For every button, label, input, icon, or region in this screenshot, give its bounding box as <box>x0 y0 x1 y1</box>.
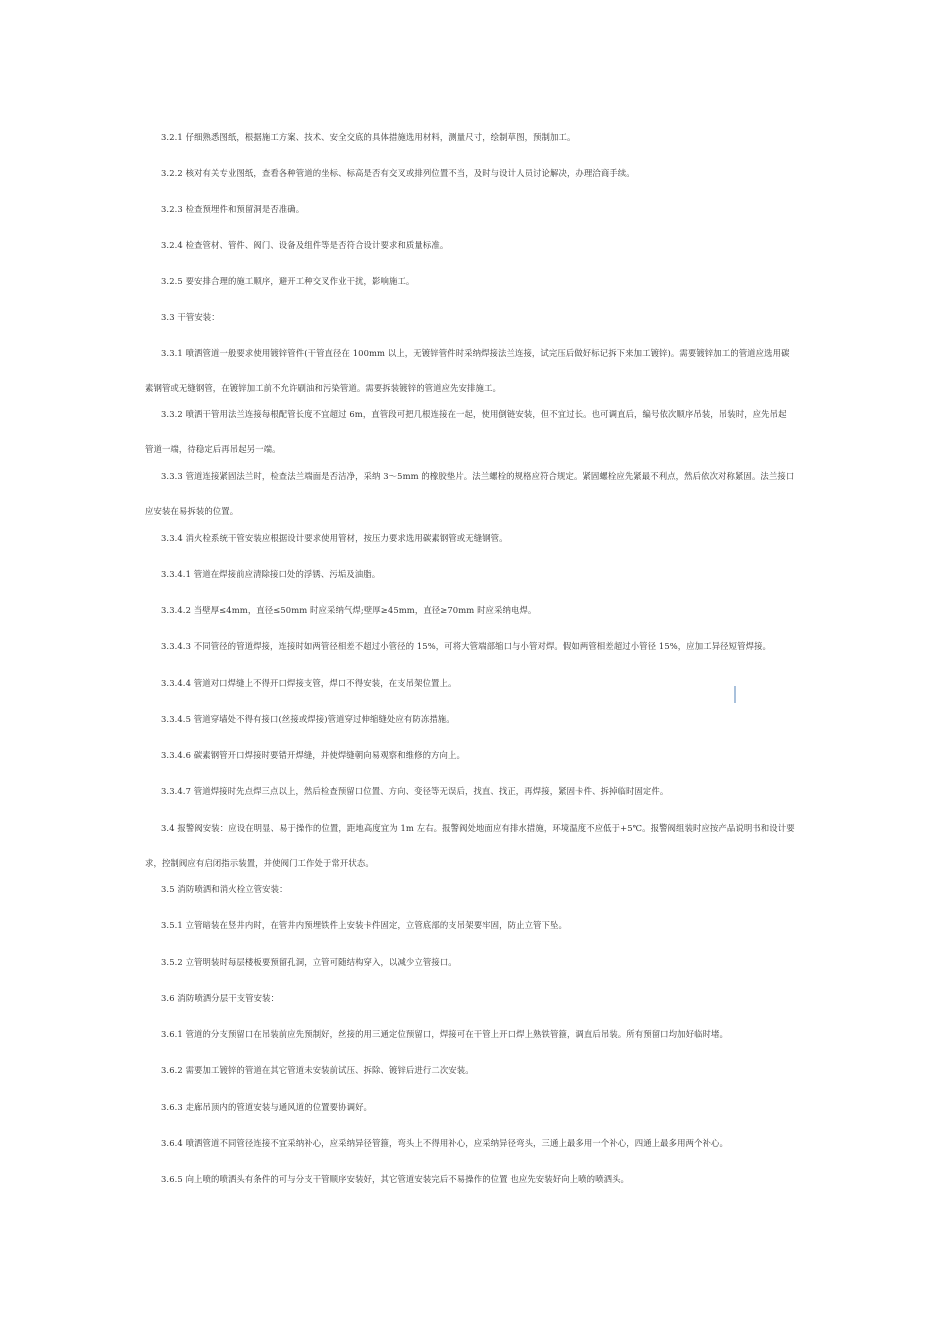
text-line: 3.3.4.4 管道对口焊缝上不得开口焊接支管，焊口不得安装，在支吊架位置上。 <box>161 678 457 688</box>
paragraph-3-4 <box>145 822 810 869</box>
text-line: 3.3.4.1 管道在焊接前应清除接口处的浮锈、污垢及油脂。 <box>161 569 381 579</box>
paragraph-3-3-4-3 <box>145 640 810 652</box>
text-line: 管道一端，待稳定后再吊起另一端。 <box>145 444 281 454</box>
paragraph-3-6-5 <box>145 1173 810 1185</box>
scan-mark <box>734 686 736 703</box>
paragraph-3-3-2 <box>145 408 810 455</box>
text-line: 3.3.4.3 不同管径的管道焊接，连接时如两管径相差不超过小管径的 15%，可将大管端部缩口与小管对焊。假如两管相差超过小管径 15%，应加工异径短管焊接。 <box>161 641 772 651</box>
paragraph-3-3-3 <box>145 470 810 517</box>
text-line: 3.3.3 管道连接紧固法兰时，检查法兰端面是否洁净，采纳 3～5mm 的橡胶垫片。法兰螺栓的规格应符合规定。紧固螺栓应先紧最不利点，然后依次对称紧固。法兰接口 <box>161 471 795 481</box>
text-line: 3.2.3 检查预埋件和预留洞是否准确。 <box>161 204 305 214</box>
paragraph-3-3-4 <box>145 532 810 544</box>
text-line: 3.5.1 立管暗装在竖井内时，在管井内预埋铁件上安装卡件固定，立管底部的支吊架要牢固，防止立管下坠。 <box>161 920 567 930</box>
text-line: 3.3.4.2 当壁厚≤4mm，直径≤50mm 时应采纳气焊;壁厚≥45mm，直径≥70mm 时应采纳电焊。 <box>161 605 537 615</box>
text-line: 3.3.1 喷洒管道一般要求使用镀锌管件(干管直径在 100mm 以上，无镀锌管件时采纳焊接法兰连接，试完压后做好标记拆下来加工镀锌)。需要镀锌加工的管道应选用碳 <box>161 348 790 358</box>
text-line: 3.6.1 管道的分支预留口在吊装前应先预制好，丝接的用三通定位预留口，焊接可在干管上开口焊上熟铁管箍，调直后吊装。所有预留口均加好临时堵。 <box>161 1029 728 1039</box>
text-line: 素钢管或无缝钢管，在镀锌加工前不允许刷油和污染管道。需要拆装镀锌的管道应先安排施工。 <box>145 383 501 393</box>
text-line: 3.6.5 向上喷的喷洒头有条件的可与分支干管顺序安装好，其它管道安装完后不易操作的位置 也应先安装好向上喷的喷洒头。 <box>161 1174 630 1184</box>
paragraph-3-6-3 <box>145 1101 810 1113</box>
paragraph-3-2-1 <box>145 131 810 143</box>
text-line: 3.6.3 走廊吊顶内的管道安装与通风道的位置要协调好。 <box>161 1102 373 1112</box>
text-line: 3.2.5 要安排合理的施工顺序，避开工种交叉作业干扰，影响施工。 <box>161 276 415 286</box>
paragraph-3-3-1 <box>145 347 810 394</box>
paragraph-3-3-4-5 <box>145 713 810 725</box>
text-line: 3.2.1 仔细熟悉图纸，根据施工方案、技术、安全交底的具体措施选用材料，测量尺寸，绘制草图，预制加工。 <box>161 132 576 142</box>
text-line: 3.3.4.7 管道焊接时先点焊三点以上，然后检查预留口位置、方向、变径等无误后，找直、找正，再焊接，紧固卡件、拆掉临时固定件。 <box>161 786 669 796</box>
paragraph-3-2-5 <box>145 275 810 287</box>
text-line: 3.3.4.5 管道穿墙处不得有接口(丝接或焊接)管道穿过伸缩缝处应有防冻措施。 <box>161 714 455 724</box>
paragraph-3-6-2 <box>145 1064 810 1076</box>
paragraph-3-3-4-6 <box>145 749 810 761</box>
heading-3-3 <box>145 311 810 323</box>
paragraph-3-2-3 <box>145 203 810 215</box>
text-line: 3.2.2 核对有关专业图纸，查看各种管道的坐标、标高是否有交叉或排列位置不当，及时与设计人员讨论解决，办理洽商手续。 <box>161 168 635 178</box>
section-heading: 3.5 消防喷洒和消火栓立管安装： <box>161 884 288 894</box>
section-heading: 3.6 消防喷洒分层干支管安装： <box>161 993 280 1003</box>
paragraph-3-6-1 <box>145 1028 810 1040</box>
text-line: 应安装在易拆装的位置。 <box>145 506 239 516</box>
text-line: 求，控制阀应有启闭指示装置，并使阀门工作处于常开状态。 <box>145 858 374 868</box>
paragraph-3-3-4-4 <box>145 677 810 689</box>
paragraph-3-3-4-1 <box>145 568 810 580</box>
paragraph-3-5-2 <box>145 956 810 968</box>
paragraph-3-6-4 <box>145 1137 810 1149</box>
paragraph-3-3-4-2 <box>145 604 810 616</box>
heading-3-5 <box>145 883 810 895</box>
section-heading: 3.3 干管安装： <box>161 312 220 322</box>
paragraph-3-5-1 <box>145 919 810 931</box>
text-line: 3.6.4 喷洒管道不同管径连接不宜采纳补心，应采纳异径管箍，弯头上不得用补心，应采纳异径弯头，三通上最多用一个补心，四通上最多用两个补心。 <box>161 1138 728 1148</box>
text-line: 3.4 报警阀安装：应设在明显、易于操作的位置，距地高度宜为 1m 左右。报警阀处地面应有排水措施，环境温度不应低于+5℃。报警阀组装时应按产品说明书和设计要 <box>161 823 795 833</box>
text-line: 3.2.4 检查管材、管件、阀门、设备及组件等是否符合设计要求和质量标准。 <box>161 240 449 250</box>
text-line: 3.5.2 立管明装时每层楼板要预留孔洞，立管可随结构穿入，以减少立管接口。 <box>161 957 457 967</box>
paragraph-3-2-2 <box>145 167 810 179</box>
paragraph-3-3-4-7 <box>145 785 810 797</box>
text-line: 3.3.4.6 碳素钢管开口焊接时要错开焊缝，并使焊缝朝向易观察和维修的方向上。 <box>161 750 465 760</box>
text-line: 3.6.2 需要加工镀锌的管道在其它管道未安装前试压、拆除、镀锌后进行二次安装。 <box>161 1065 474 1075</box>
paragraph-3-2-4 <box>145 239 810 251</box>
text-line: 3.3.2 喷洒干管用法兰连接每根配管长度不宜超过 6m，直管段可把几根连接在一起，使用倒链安装，但不宜过长。也可调直后，编号依次顺序吊装，吊装时，应先吊起 <box>161 409 787 419</box>
text-line: 3.3.4 消火栓系统干管安装应根据设计要求使用管材，按压力要求选用碳素钢管或无缝钢管。 <box>161 533 508 543</box>
heading-3-6 <box>145 992 810 1004</box>
